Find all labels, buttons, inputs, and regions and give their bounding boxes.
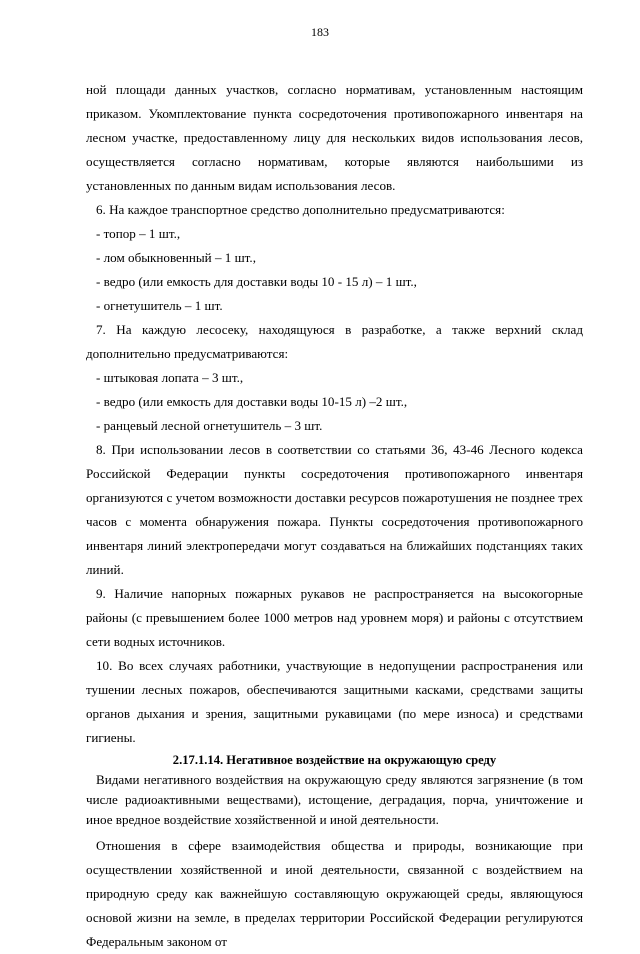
list-item: - топор – 1 шт., [96, 226, 181, 241]
list-item: - ведро (или емкость для доставки воды 10-15 л) –2 шт., [96, 394, 408, 409]
paragraph-item-6: 6. На каждое транспортное средство дополнительно предусматриваются: [96, 202, 505, 217]
list-item: - ранцевый лесной огнетушитель – 3 шт. [96, 418, 323, 433]
paragraph-item-8: 8. При использовании лесов в соответствии со статьями 36, 43-46 Лесного кодекса Российской Федерации пункты сосредоточения противопожарного инвентаря организуются с учетом возможности доставки ресурсов пожаротушения не позднее трех часов с момента обнаружения пожара. Пункты сосредоточения противопожарного инвентаря линий электропередачи могут создаваться на ближайших подстанциях таких линий. [86, 442, 583, 577]
list-item: - штыковая лопата – 3 шт., [96, 370, 244, 385]
paragraph-negative-impact: Видами негативного воздействия на окружающую среду являются загрязнение (в том числе радиоактивными веществами), истощение, деградация, порча, уничтожение и иное вредное воздействие хозяйственной и иной деятельности. [86, 772, 583, 827]
paragraph-item-7: 7. На каждую лесосеку, находящуюся в разработке, а также верхний склад дополнительно предусматриваются: [86, 322, 583, 361]
list-item: - лом обыкновенный – 1 шт., [96, 250, 256, 265]
paragraph-item-9: 9. Наличие напорных пожарных рукавов не распространяется на высокогорные районы (с превышением более 1000 метров над уровнем моря) и районы с отсутствием сети водных источников. [86, 586, 583, 649]
paragraph-relations: Отношения в сфере взаимодействия общества и природы, возникающие при осуществлении хозяйственной и иной деятельности, связанной с воздействием на природную среду как важнейшую составляющую окружающей среды, являющуюся основой жизни на земле, в пределах территории Российской Федерации регулируются Федеральным законом от [86, 838, 583, 949]
list-item: - ведро (или емкость для доставки воды 10 - 15 л) – 1 шт., [96, 274, 417, 289]
section-heading: 2.17.1.14. Негативное воздействие на окружающую среду [172, 753, 497, 767]
page-number: 183 [311, 25, 329, 39]
paragraph-item-10: 10. Во всех случаях работники, участвующие в недопущении распространения или тушении лесных пожаров, обеспечиваются защитными касками, средствами защиты органов дыхания и зрения, защитными рукавицами (по мере износа) и средствами гигиены. [86, 658, 583, 745]
list-item: - огнетушитель – 1 шт. [96, 298, 223, 313]
body-text [86, 78, 583, 954]
paragraph-continuation: ной площади данных участков, согласно нормативам, установленным настоящим приказом. Укомплектование пункта сосредоточения противопожарного инвентаря на лесном участке, предоставленному лицу для нескольких видов использования лесов, осуществляется согласно нормативам, которые являются наибольшими из установленных по данным видам использования лесов. [86, 82, 583, 193]
